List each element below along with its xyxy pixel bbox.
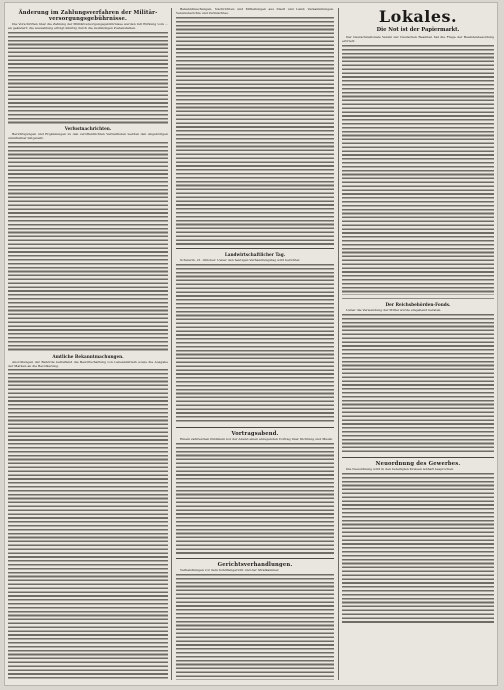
middle-divider-1 <box>176 248 334 249</box>
right-article-subtitle: Die Not ist der Papiermarkt. <box>376 27 460 33</box>
right-section2-text: Ueber die Verwendung der Mittel wurde eingehend beraten. <box>346 307 442 312</box>
middle-section3-body <box>176 574 334 680</box>
right-section2-title: Der Reichsbehörden-Fonds. <box>385 301 451 307</box>
right-column <box>342 8 494 680</box>
left-section2-text: Berichtigungen und Ergänzungen zu den veröffentlichten Verlustlisten werden den Angehörigen unmittelbar mitgeteilt. <box>8 131 168 140</box>
left-article-body <box>8 32 168 124</box>
newspaper-page <box>4 2 498 686</box>
right-section3-title: Neuordnung des Gewerbes. <box>375 460 461 467</box>
left-column <box>8 8 168 680</box>
section-masthead: Lokales. <box>378 8 458 26</box>
middle-top-text: Bekanntmachungen, Nachrichten und Mitteilungen aus Stadt und Land; Versammlungen, Vereinsberichte und Vermischtes. <box>176 8 334 15</box>
middle-section1-title: Landwirtschaftlicher Tag. <box>224 251 286 257</box>
middle-divider-2 <box>176 427 334 428</box>
middle-top-body <box>176 17 334 245</box>
left-section3-text: Anordnungen der Behörde betreffend die Bewirtschaftung von Lebensmitteln sowie die Ausgabe der Marken an die Bevölkerung. <box>8 359 168 368</box>
right-divider-1 <box>342 298 494 299</box>
middle-section1-text: Schwerin, 21. Oktober. Ueber den heutigen Verhandlungstag wird berichtet. <box>180 257 301 262</box>
right-section2-body <box>342 314 494 454</box>
left-article-intro: Die Vorschriften über die Zahlung der Militärversorgungsgebührnisse werden mit Wirkung vom ... an geändert; die Auszahlung erfolgt künftig durch die zuständigen Postanstalten. <box>8 22 168 30</box>
left-article-title: Änderung im Zahlungsverfahren der Militär-versorgungsgebührnisse. <box>18 10 158 22</box>
middle-section3-title: Gerichtsverhandlungen. <box>217 561 293 568</box>
middle-column <box>176 8 334 680</box>
left-section2-title: Verlustnachrichten. <box>64 125 112 131</box>
column-rule-left <box>171 8 172 680</box>
right-article-intro: Der Deutschnationale Verein der Deutschen Beamten hat die Frage der Beamtenbesoldung erörtert. <box>342 35 494 43</box>
left-section2-body <box>8 142 168 352</box>
right-divider-2 <box>342 457 494 458</box>
column-rule-right <box>338 8 339 680</box>
right-section3-text: Die Neuordnung wird in den beteiligten Kreisen lebhaft besprochen. <box>346 466 455 471</box>
middle-section3-text: Verhandlungen vor dem Schöffengericht und der Strafkammer. <box>180 567 280 572</box>
middle-section2-text: Einem zahlreichen Publikum bot der Abend einen anregenden Vortrag über Dichtung und Musik. <box>180 436 333 441</box>
right-section3-body <box>342 473 494 623</box>
middle-section2-body <box>176 443 334 555</box>
right-article-body <box>342 45 494 295</box>
left-section3-title: Amtliche Bekanntmachungen. <box>52 353 124 359</box>
middle-section2-title: Vortragsabend. <box>231 430 279 437</box>
middle-section1-body <box>176 264 334 424</box>
middle-divider-3 <box>176 558 334 559</box>
left-section3-body <box>8 369 168 680</box>
